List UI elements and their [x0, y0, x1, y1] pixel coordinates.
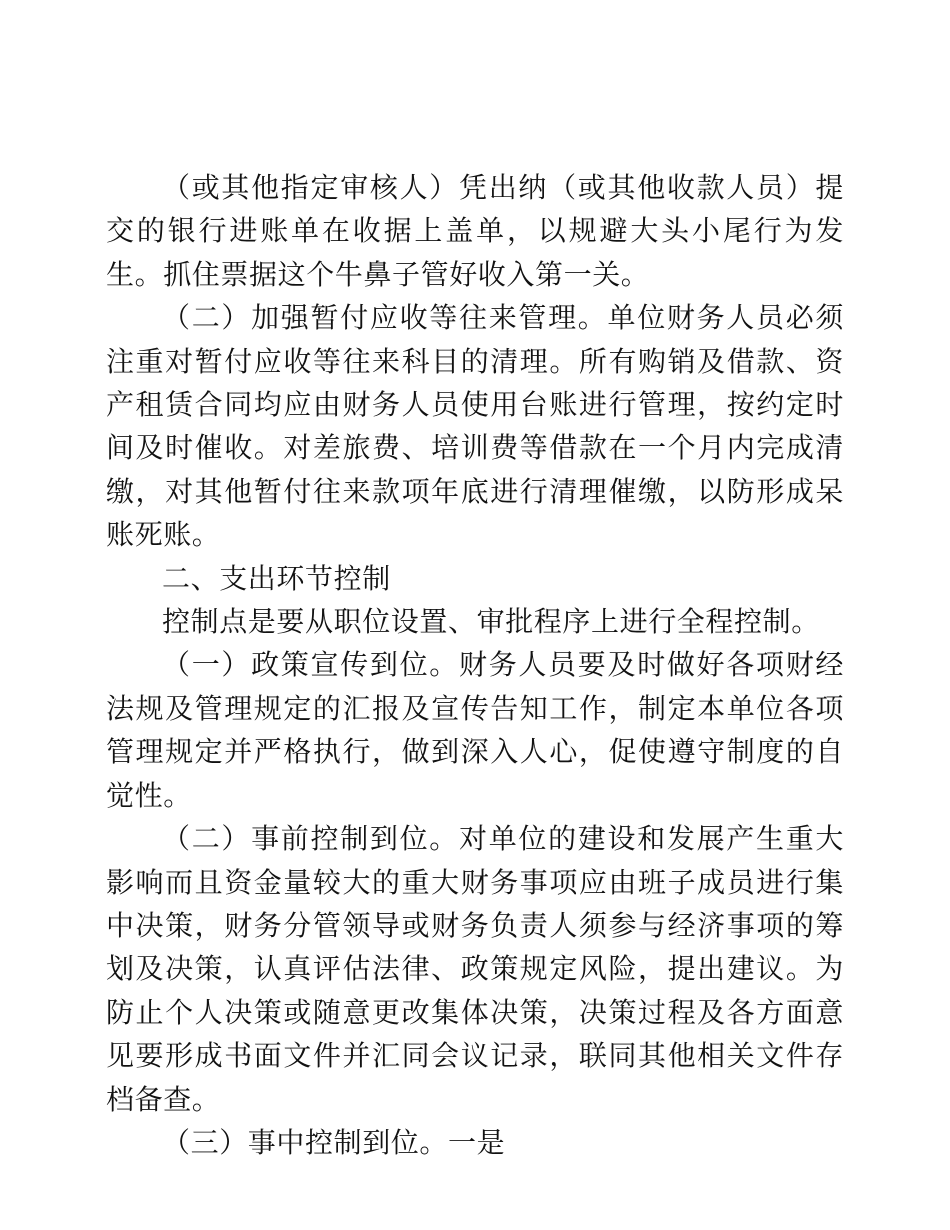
paragraph-receipt-stamping: （或其他指定审核人）凭出纳（或其他收款人员）提交的银行进账单在收据上盖单，以规避大头小尾行为发生。抓住票据这个牛鼻子管好收入第一关。: [106, 171, 844, 291]
paragraph-control-point-intro: 控制点是要从职位设置、审批程序上进行全程控制。: [162, 605, 820, 639]
document-text-column: [106, 166, 844, 1164]
paragraph-item-1-policy-publicity: （一）政策宣传到位。财务人员要及时做好各项财经法规及管理规定的汇报及宣传告知工作，制定本单位各项管理规定并严格执行，做到深入人心，促使遵守制度的自觉性。: [106, 648, 844, 812]
heading-section-two: 二、支出环节控制: [162, 561, 391, 595]
paragraph-item-2-ex-ante-control: （二）事前控制到位。对单位的建设和发展产生重大影响而且资金量较大的重大财务事项应由班子成员进行集中决策，财务分管领导或财务负责人须参与经济事项的筹划及决策，认真评估法律、政策规定风险，提出建议。为防止个人决策或随意更改集体决策，决策过程及各方面意见要形成书面文件并汇同会议记录，联同其他相关文件存档备查。: [106, 822, 844, 1116]
paragraph-item-2-current-accounts: （二）加强暂付应收等往来管理。单位财务人员必须注重对暂付应收等往来科目的清理。所有购销及借款、资产租赁合同均应由财务人员使用台账进行管理，按约定时间及时催收。对差旅费、培训费等借款在一个月内完成清缴，对其他暂付往来款项年底进行清理催缴，以防形成呆账死账。: [106, 301, 844, 552]
paragraph-item-3-in-process-control: （三）事中控制到位。一是: [162, 1125, 506, 1159]
